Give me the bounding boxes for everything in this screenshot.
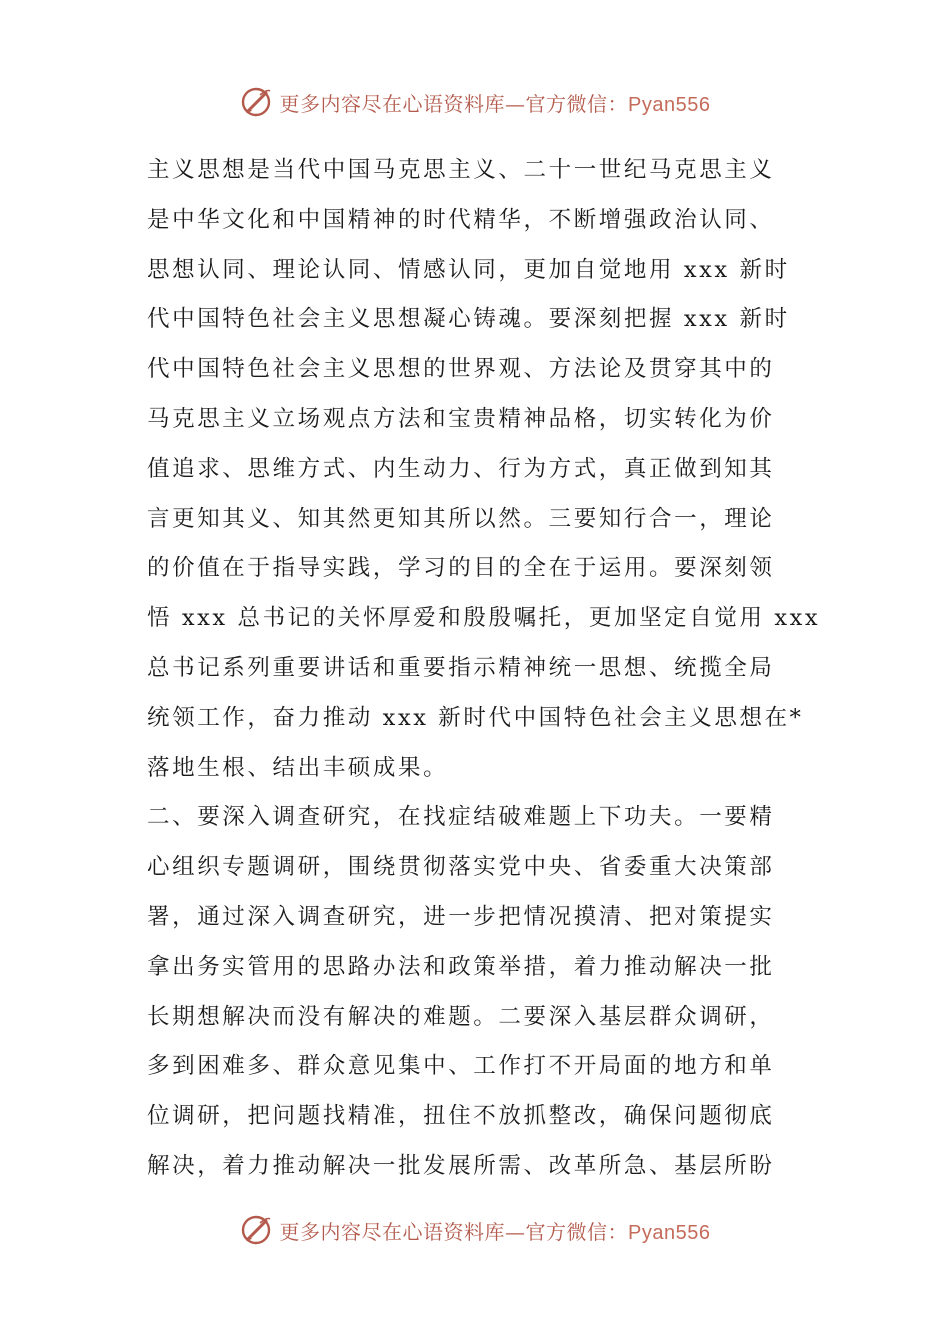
header-banner-id: Pyan556 [628,93,711,116]
body-line-7: 值追求、思维方式、内生动力、行为方式，真正做到知其 [147,455,775,482]
body-line-11: 总书记系列重要讲话和重要指示精神统一思想、统揽全局 [147,654,775,681]
body-line-2: 是中华文化和中国精神的时代精华，不断增强政治认同、 [147,206,775,233]
header-banner [0,82,950,122]
document-body [147,146,821,1192]
body-line-6: 马克思主义立场观点方法和宝贵精神品格，切实转化为价 [147,405,775,432]
body-line-8: 言更知其义、知其然更知其所以然。三要知行合一，理论 [147,505,775,532]
header-banner-text [280,88,711,117]
body-line-20: 位调研，把问题找精准，扭住不放抓整改，确保问题彻底 [147,1103,775,1130]
footer-banner [0,1210,950,1250]
pen-logo-icon [240,85,274,119]
footer-banner-label: 更多内容尽在心语资料库—官方微信： [279,1219,629,1244]
body-line-15: 心组织专题调研，围绕贯彻落实党中央、省委重大决策部 [147,854,775,881]
body-line-10: 悟 xxx 总书记的关怀厚爱和殷殷嘱托，更加坚定自觉用 xxx [147,605,821,632]
body-line-16: 署，通过深入调查研究，进一步把情况摸清、把对策提实 [147,903,775,930]
pen-logo-icon [240,1213,274,1247]
body-line-3: 思想认同、理论认同、情感认同，更加自觉地用 xxx 新时 [147,256,790,283]
body-line-14: 二、要深入调查研究，在找症结破难题上下功夫。一要精 [147,804,775,831]
body-line-13: 落地生根、结出丰硕成果。 [147,754,449,781]
header-banner-label: 更多内容尽在心语资料库—官方微信： [279,91,629,116]
body-line-5: 代中国特色社会主义思想的世界观、方法论及贯穿其中的 [147,356,775,383]
footer-banner-text [280,1216,711,1245]
body-line-19: 多到困难多、群众意见集中、工作打不开局面的地方和单 [147,1053,775,1080]
body-line-18: 长期想解决而没有解决的难题。二要深入基层群众调研， [147,1003,775,1030]
body-line-17: 拿出务实管用的思路办法和政策举措，着力推动解决一批 [147,953,775,980]
body-line-4: 代中国特色社会主义思想凝心铸魂。要深刻把握 xxx 新时 [147,306,790,333]
body-line-1: 主义思想是当代中国马克思主义、二十一世纪马克思主义 [147,157,775,183]
body-line-21: 解决，着力推动解决一批发展所需、改革所急、基层所盼 [147,1152,775,1179]
body-line-9: 的价值在于指导实践，学习的目的全在于运用。要深刻领 [147,555,775,582]
body-line-12: 统领工作，奋力推动 xxx 新时代中国特色社会主义思想在* [147,704,804,731]
footer-banner-id: Pyan556 [628,1221,711,1244]
